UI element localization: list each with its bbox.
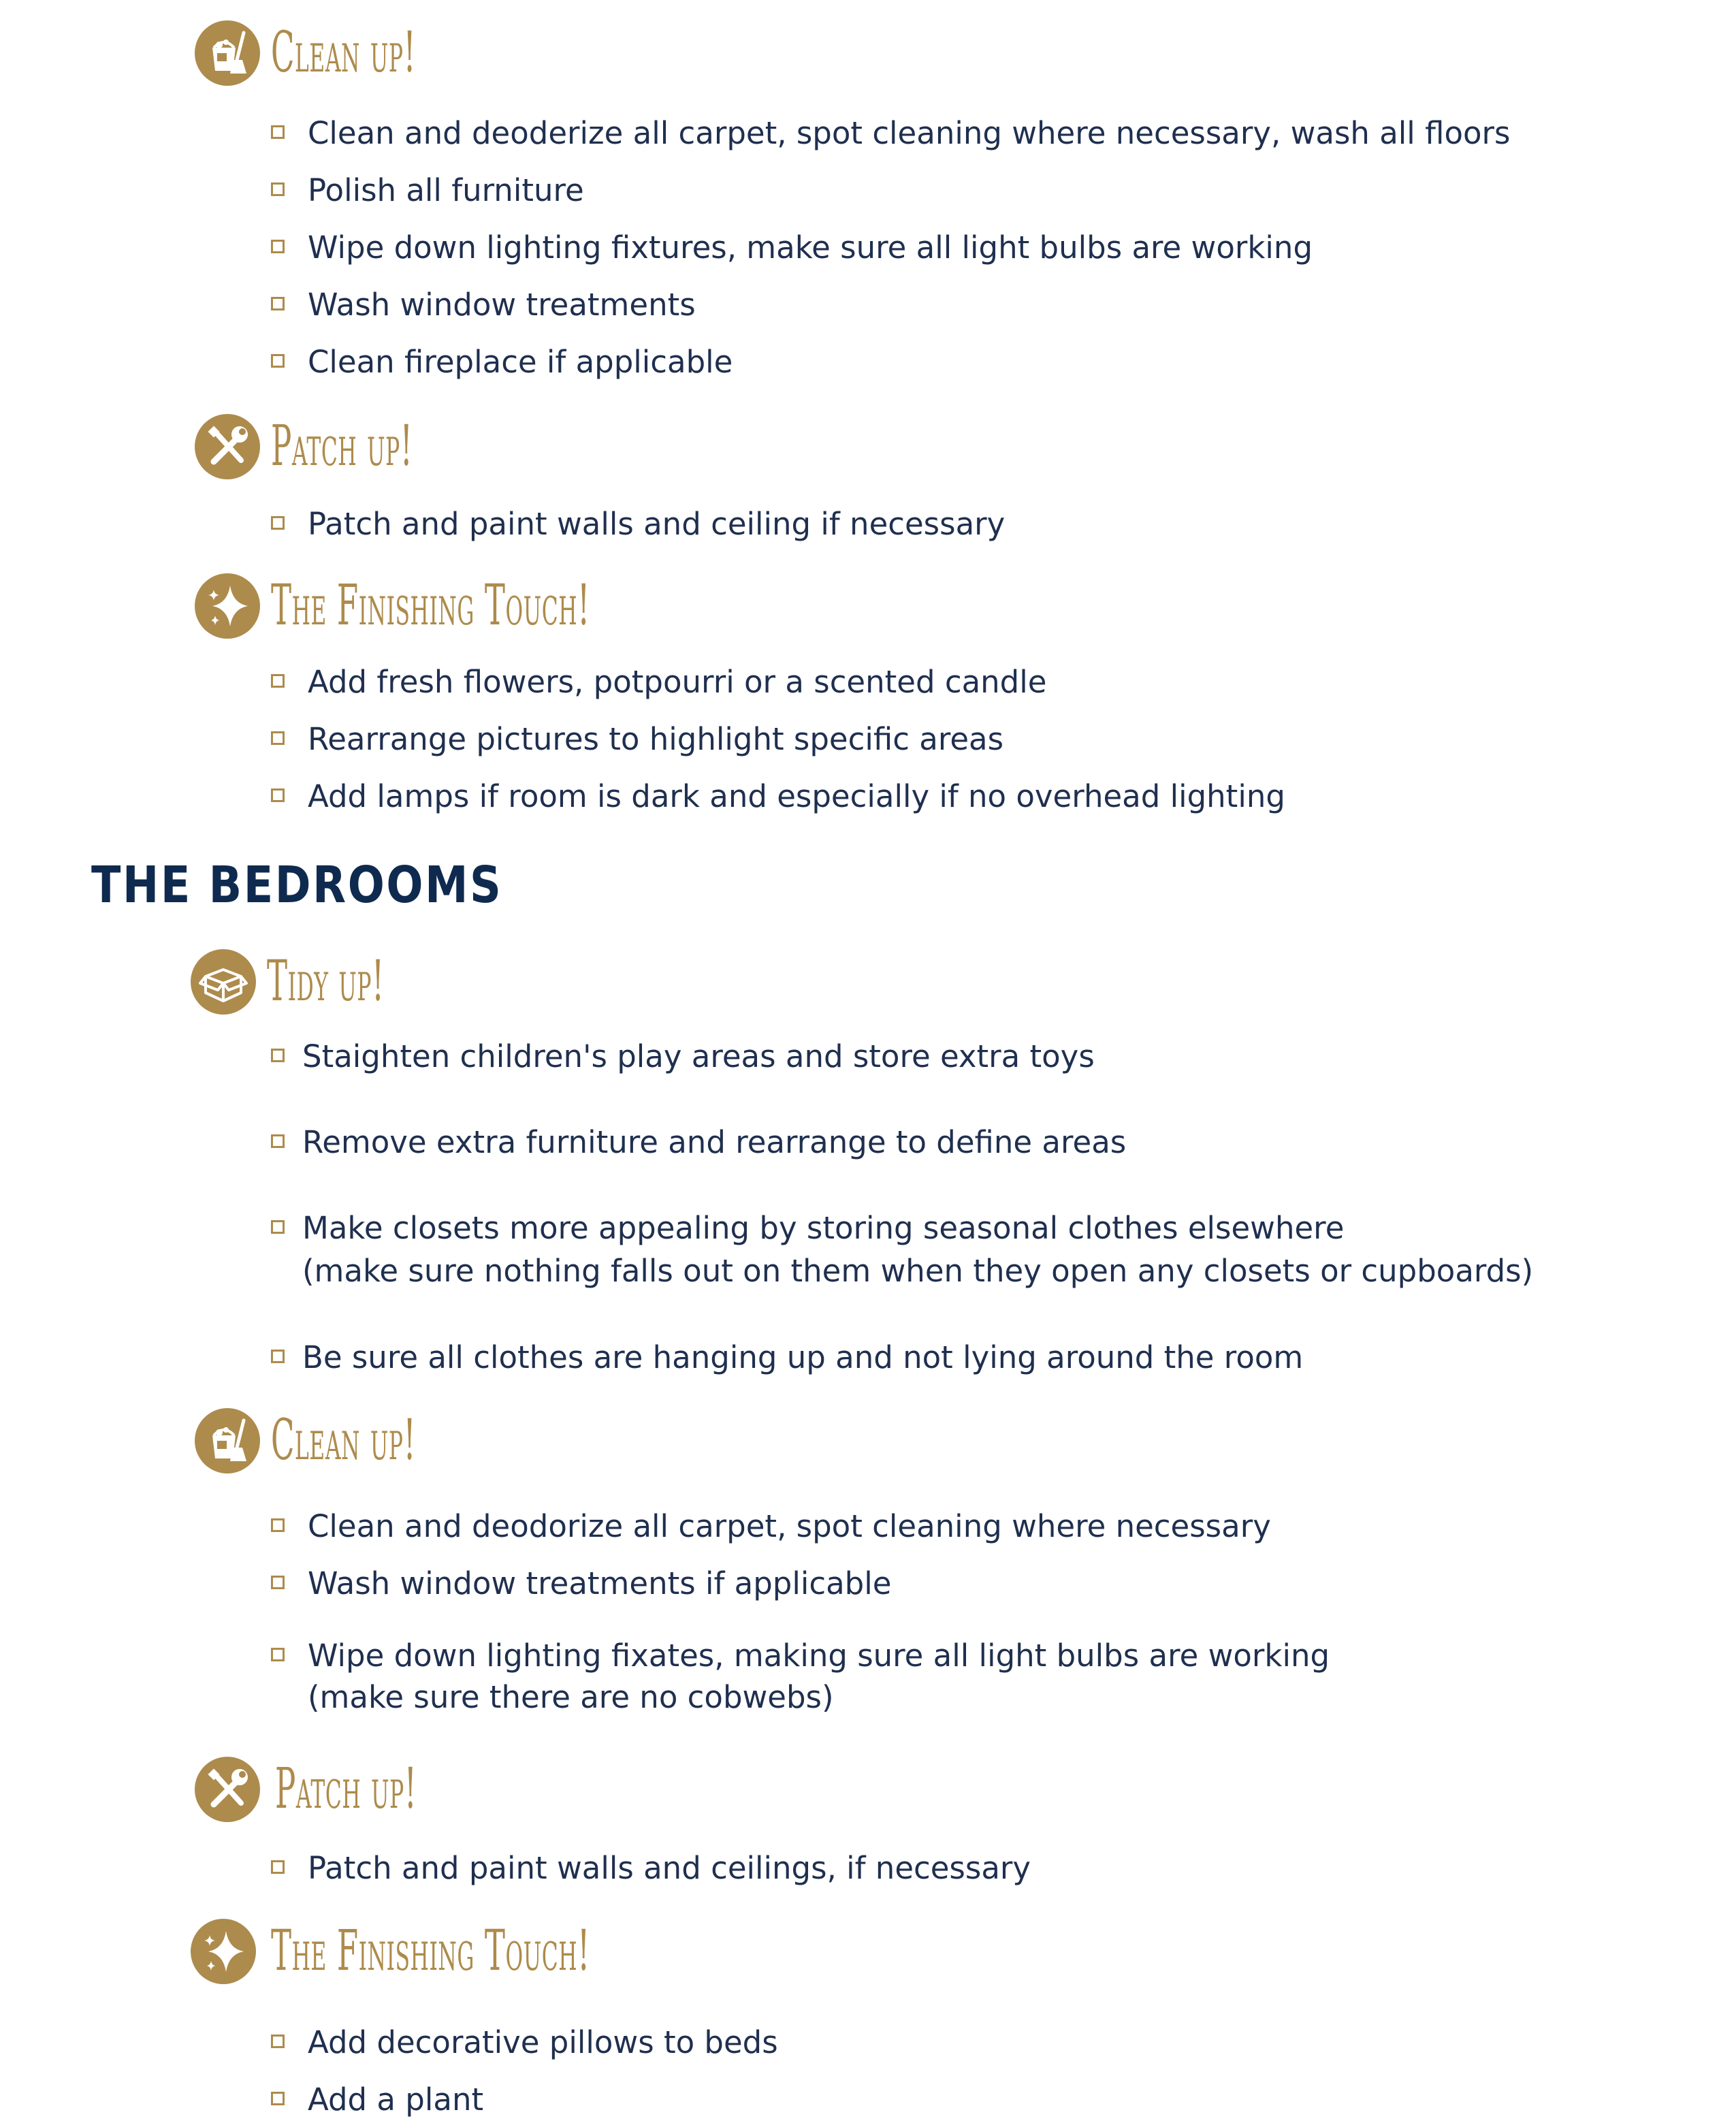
checklist-item: Rearrange pictures to highlight specific areas bbox=[308, 721, 1004, 757]
checklist-item-continuation: (make sure nothing falls out on them when they open any closets or cupboards) bbox=[302, 1253, 1534, 1289]
checkbox[interactable] bbox=[271, 516, 285, 530]
subsection-title-tidy-up: Tidy up! bbox=[267, 949, 385, 1014]
subsection-title-clean-up: Clean up! bbox=[271, 20, 417, 85]
box-icon bbox=[191, 949, 256, 1015]
checkbox[interactable] bbox=[271, 1134, 285, 1148]
checklist-item: Wipe down lighting fixates, making sure all light bulbs are working bbox=[308, 1638, 1330, 1674]
checkbox[interactable] bbox=[271, 182, 285, 196]
subsection-title-finishing-touch: The Finishing Touch! bbox=[271, 1919, 590, 1983]
checklist-item: Be sure all clothes are hanging up and not lying around the room bbox=[302, 1339, 1304, 1375]
checklist-item: Add decorative pillows to beds bbox=[308, 2024, 778, 2060]
tools-icon bbox=[195, 1757, 260, 1822]
checklist-item: Wash window treatments bbox=[308, 287, 696, 323]
sparkle-icon bbox=[191, 1919, 256, 1984]
subsection-title-clean-up: Clean up! bbox=[271, 1408, 417, 1473]
subsection-title-finishing-touch: The Finishing Touch! bbox=[271, 573, 590, 638]
checklist-item: Polish all furniture bbox=[308, 172, 584, 208]
subsection-title-patch-up: Patch up! bbox=[271, 414, 413, 479]
checklist-item: Make closets more appealing by storing seasonal clothes elsewhere bbox=[302, 1210, 1345, 1246]
sparkle-icon bbox=[195, 573, 260, 639]
checkbox[interactable] bbox=[271, 1860, 285, 1874]
checklist-item: Patch and paint walls and ceiling if necessary bbox=[308, 506, 1006, 542]
checklist-item: Remove extra furniture and rearrange to define areas bbox=[302, 1124, 1127, 1160]
checklist-item: Clean fireplace if applicable bbox=[308, 344, 733, 380]
checkbox[interactable] bbox=[271, 240, 285, 253]
checklist-item: Wash window treatments if applicable bbox=[308, 1565, 892, 1601]
cleaning-bucket-icon bbox=[195, 20, 260, 86]
checklist-item: Add a plant bbox=[308, 2082, 484, 2118]
checklist-item: Add lamps if room is dark and especially if no overhead lighting bbox=[308, 778, 1285, 814]
checkbox[interactable] bbox=[271, 1220, 285, 1234]
checklist-item: Clean and deodorize all carpet, spot cleaning where necessary bbox=[308, 1508, 1271, 1544]
checklist-item: Wipe down lighting fixtures, make sure all light bulbs are working bbox=[308, 229, 1313, 266]
checkbox[interactable] bbox=[271, 297, 285, 310]
checkbox[interactable] bbox=[271, 2092, 285, 2105]
checklist-item: Add fresh flowers, potpourri or a scented candle bbox=[308, 664, 1047, 700]
cleaning-bucket-icon bbox=[195, 1408, 260, 1473]
checklist-item-continuation: (make sure there are no cobwebs) bbox=[308, 1679, 834, 1715]
checkbox[interactable] bbox=[271, 1350, 285, 1363]
checkbox[interactable] bbox=[271, 1648, 285, 1661]
checkbox[interactable] bbox=[271, 1049, 285, 1062]
subsection-title-patch-up: Patch up! bbox=[275, 1757, 417, 1821]
checklist-item: Staighten children's play areas and store extra toys bbox=[302, 1038, 1095, 1074]
checkbox[interactable] bbox=[271, 1576, 285, 1589]
checkbox[interactable] bbox=[271, 731, 285, 745]
section-title: THE BEDROOMS bbox=[91, 856, 503, 914]
checklist-item: Patch and paint walls and ceilings, if necessary bbox=[308, 1850, 1031, 1886]
checklist-item: Clean and deoderize all carpet, spot cleaning where necessary, wash all floors bbox=[308, 115, 1511, 151]
checkbox[interactable] bbox=[271, 1518, 285, 1532]
checkbox[interactable] bbox=[271, 2035, 285, 2048]
checkbox[interactable] bbox=[271, 354, 285, 368]
checkbox[interactable] bbox=[271, 674, 285, 688]
checkbox[interactable] bbox=[271, 125, 285, 139]
checkbox[interactable] bbox=[271, 788, 285, 802]
tools-icon bbox=[195, 414, 260, 479]
